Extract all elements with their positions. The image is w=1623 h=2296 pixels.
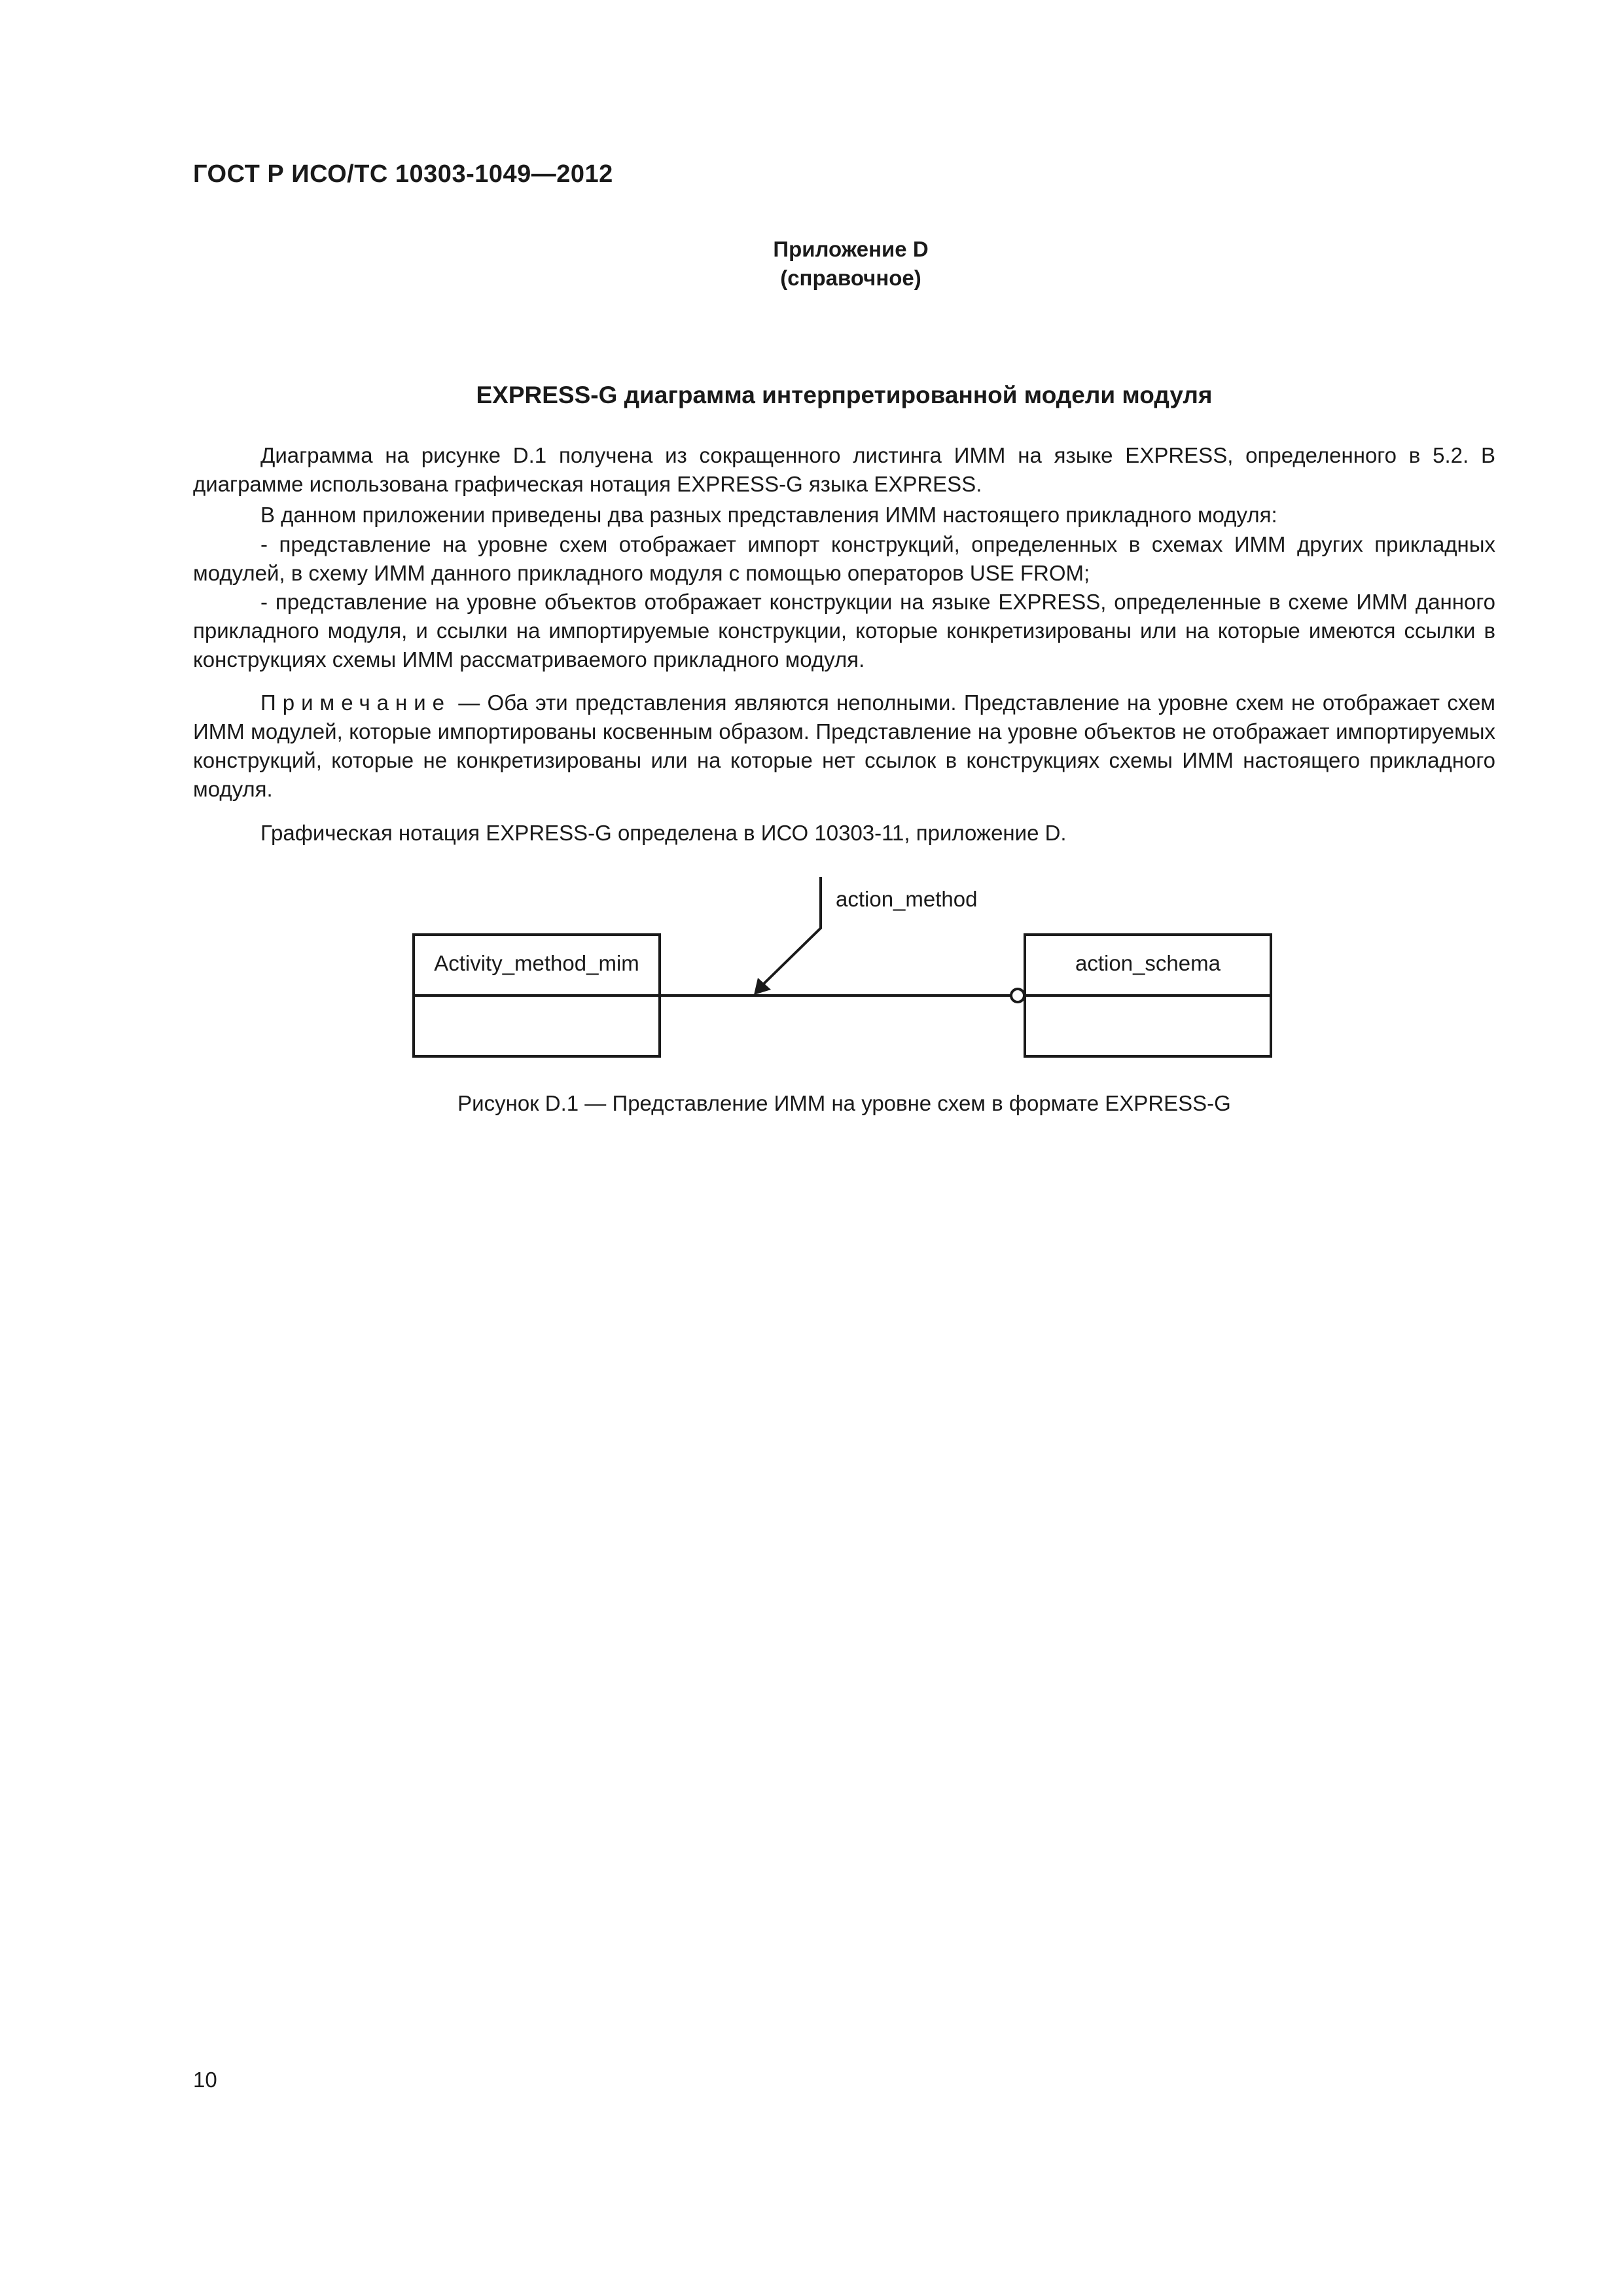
paragraph-notation-reference: Графическая нотация EXPRESS-G определена в ИСО 10303-11, приложение D. [260,821,1067,845]
relation-label: action_method [836,887,978,911]
relation-end-circle [1011,989,1024,1002]
figure-caption: Рисунок D.1 — Представление ИММ на уровне схем в формате EXPRESS-G [457,1091,1231,1115]
list-item-entity-level: - представление на уровне объектов отображает конструкции на языке EXPRESS, определенные в схеме ИММ данного прикладного модуля, и ссылки на импортируемые конструкции, которые конкретизированы или на которые имеются ссылки в конструкциях схемы ИММ рассматриваемого прикладного модуля. [193,590,1495,672]
note-text: — Оба эти представления являются неполными. Представление на уровне схем не отображает схем ИММ модулей, которые импортированы косвенным образом. Представление на уровне объектов не отображает импортируемых конструкций, которые не конкретизированы или на которые нет ссылок в конструкциях схемы ИММ настоящего прикладного модуля. [193,691,1495,801]
section-title: EXPRESS-G диаграмма интерпретированной модели модуля [476,382,1213,408]
note-label: Примечание [260,691,452,715]
annex-type: (справочное) [780,266,921,290]
label-leader-line [762,877,821,985]
paragraph-representations: В данном приложении приведены два разных представления ИММ настоящего прикладного модуля: [260,503,1277,527]
left-box-label: Activity_method_mim [434,951,639,975]
document-code: ГОСТ Р ИСО/ТС 10303-1049—2012 [193,160,613,188]
right-box-label: action_schema [1075,951,1221,975]
page-number: 10 [193,2068,217,2092]
annex-title: Приложение D [773,237,929,261]
list-item-schema-level: - представление на уровне схем отображает импорт конструкций, определенных в схемах ИММ других прикладных модулей, в схему ИММ данного прикладного модуля с помощью операторов USE FROM; [193,532,1495,585]
paragraph-intro: Диаграмма на рисунке D.1 получена из сокращенного листинга ИММ на языке EXPRESS, определенного в 5.2. В диаграмме использована графическая нотация EXPRESS-G языка EXPRESS. [193,443,1495,496]
